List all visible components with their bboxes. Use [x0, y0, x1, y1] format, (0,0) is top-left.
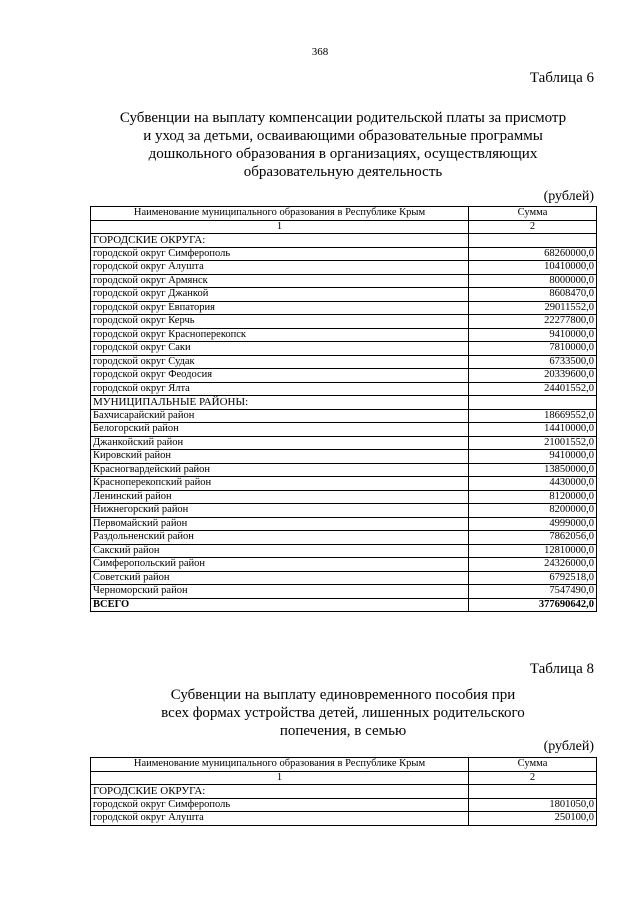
row-amount: 9410000,0	[469, 328, 597, 342]
table-header-row	[91, 758, 597, 772]
group-row	[91, 785, 597, 799]
row-amount: 9410000,0	[469, 450, 597, 464]
table-row	[91, 571, 597, 585]
row-name: городской округ Красноперекопск	[91, 328, 469, 342]
row-name: городской округ Армянск	[91, 274, 469, 288]
row-amount: 6733500,0	[469, 355, 597, 369]
table-header-row	[91, 207, 597, 221]
row-name: Первомайский район	[91, 517, 469, 531]
row-amount: 24326000,0	[469, 558, 597, 572]
header-amount: Сумма	[469, 758, 597, 772]
row-amount: 7810000,0	[469, 342, 597, 356]
row-name: городской округ Ялта	[91, 382, 469, 396]
table-row	[91, 301, 597, 315]
row-amount: 4999000,0	[469, 517, 597, 531]
total-amount: 377690642,0	[469, 598, 597, 612]
row-name: городской округ Саки	[91, 342, 469, 356]
row-name: городской округ Судак	[91, 355, 469, 369]
row-name: Красногвардейский район	[91, 463, 469, 477]
table8-title-line: Субвенции на выплату единовременного пособия при	[170, 687, 516, 703]
row-amount: 1801050,0	[469, 798, 597, 812]
group-row	[91, 234, 597, 248]
row-name: городской округ Симферополь	[91, 247, 469, 261]
table-row	[91, 463, 597, 477]
row-name: городской округ Джанкой	[91, 288, 469, 302]
table-row	[91, 436, 597, 450]
row-amount: 68260000,0	[469, 247, 597, 261]
table-row	[91, 247, 597, 261]
table6	[90, 206, 597, 612]
empty-cell	[469, 396, 597, 410]
group-label: ГОРОДСКИЕ ОКРУГА:	[91, 785, 469, 799]
col-number-1: 1	[91, 771, 469, 785]
table-row	[91, 812, 597, 826]
row-amount: 21001552,0	[469, 436, 597, 450]
row-name: Белогорский район	[91, 423, 469, 437]
row-name: городской округ Симферополь	[91, 798, 469, 812]
row-amount: 4430000,0	[469, 477, 597, 491]
table-row	[91, 369, 597, 383]
page-number: 368	[311, 46, 329, 58]
row-name: городской округ Алушта	[91, 261, 469, 275]
table-row	[91, 315, 597, 329]
row-name: Ленинский район	[91, 490, 469, 504]
row-amount: 7547490,0	[469, 585, 597, 599]
table-row	[91, 355, 597, 369]
row-name: городской округ Феодосия	[91, 369, 469, 383]
row-name: Красноперекопский район	[91, 477, 469, 491]
row-name: Кировский район	[91, 450, 469, 464]
row-amount: 6792518,0	[469, 571, 597, 585]
col-number-2: 2	[469, 220, 597, 234]
table8-title-line: попечения, в семью	[279, 723, 407, 739]
row-amount: 14410000,0	[469, 423, 597, 437]
column-number-row	[91, 771, 597, 785]
table-row	[91, 531, 597, 545]
row-name: городской округ Евпатория	[91, 301, 469, 315]
table6-title-line: Субвенции на выплату компенсации родительской платы за присмотр	[119, 110, 567, 126]
row-name: Симферопольский район	[91, 558, 469, 572]
row-name: Советский район	[91, 571, 469, 585]
col-number-1: 1	[91, 220, 469, 234]
row-amount: 8200000,0	[469, 504, 597, 518]
empty-cell	[469, 234, 597, 248]
group-row	[91, 396, 597, 410]
row-amount: 22277800,0	[469, 315, 597, 329]
table-row	[91, 490, 597, 504]
table8-title	[90, 686, 596, 740]
row-amount: 13850000,0	[469, 463, 597, 477]
col-number-2: 2	[469, 771, 597, 785]
empty-cell	[469, 785, 597, 799]
row-name: Джанкойский район	[91, 436, 469, 450]
table-row	[91, 342, 597, 356]
row-amount: 10410000,0	[469, 261, 597, 275]
table6-label: Таблица 6	[529, 70, 594, 86]
table-row	[91, 382, 597, 396]
row-name: Бахчисарайский район	[91, 409, 469, 423]
row-name: городской округ Алушта	[91, 812, 469, 826]
row-name: Черноморский район	[91, 585, 469, 599]
group-label: МУНИЦИПАЛЬНЫЕ РАЙОНЫ:	[91, 396, 469, 410]
table-row	[91, 288, 597, 302]
table6-unit: (рублей)	[543, 189, 594, 204]
table-row	[91, 261, 597, 275]
header-name: Наименование муниципального образования в Республике Крым	[91, 207, 469, 221]
table-row	[91, 409, 597, 423]
row-amount: 7862056,0	[469, 531, 597, 545]
table-row	[91, 544, 597, 558]
row-amount: 18669552,0	[469, 409, 597, 423]
row-amount: 24401552,0	[469, 382, 597, 396]
row-name: городской округ Керчь	[91, 315, 469, 329]
table-row	[91, 558, 597, 572]
table-row	[91, 328, 597, 342]
total-label: ВСЕГО	[91, 598, 469, 612]
row-amount: 12810000,0	[469, 544, 597, 558]
table-row	[91, 517, 597, 531]
table-row	[91, 504, 597, 518]
table-row	[91, 585, 597, 599]
table-row	[91, 477, 597, 491]
column-number-row	[91, 220, 597, 234]
row-amount: 20339600,0	[469, 369, 597, 383]
row-name: Раздольненский район	[91, 531, 469, 545]
row-amount: 8000000,0	[469, 274, 597, 288]
table8-label: Таблица 8	[529, 661, 594, 677]
table8-unit: (рублей)	[543, 739, 594, 754]
header-name: Наименование муниципального образования в Республике Крым	[91, 758, 469, 772]
table-row	[91, 798, 597, 812]
group-label: ГОРОДСКИЕ ОКРУГА:	[91, 234, 469, 248]
table6-title-line: дошкольного образования в организациях, осуществляющих	[148, 146, 538, 162]
row-amount: 8608470,0	[469, 288, 597, 302]
row-amount: 29011552,0	[469, 301, 597, 315]
table6-title	[90, 109, 596, 181]
table8	[90, 757, 597, 826]
row-name: Сакский район	[91, 544, 469, 558]
table-row	[91, 423, 597, 437]
row-amount: 8120000,0	[469, 490, 597, 504]
table8-title-line: всех формах устройства детей, лишенных родительского	[161, 705, 525, 721]
table-row	[91, 274, 597, 288]
row-name: Нижнегорский район	[91, 504, 469, 518]
table-row	[91, 450, 597, 464]
header-amount: Сумма	[469, 207, 597, 221]
table6-title-line: образовательную деятельность	[243, 164, 443, 180]
table6-title-line: и уход за детьми, осваивающими образовательные программы	[143, 128, 543, 144]
total-row	[91, 598, 597, 612]
row-amount: 250100,0	[469, 812, 597, 826]
